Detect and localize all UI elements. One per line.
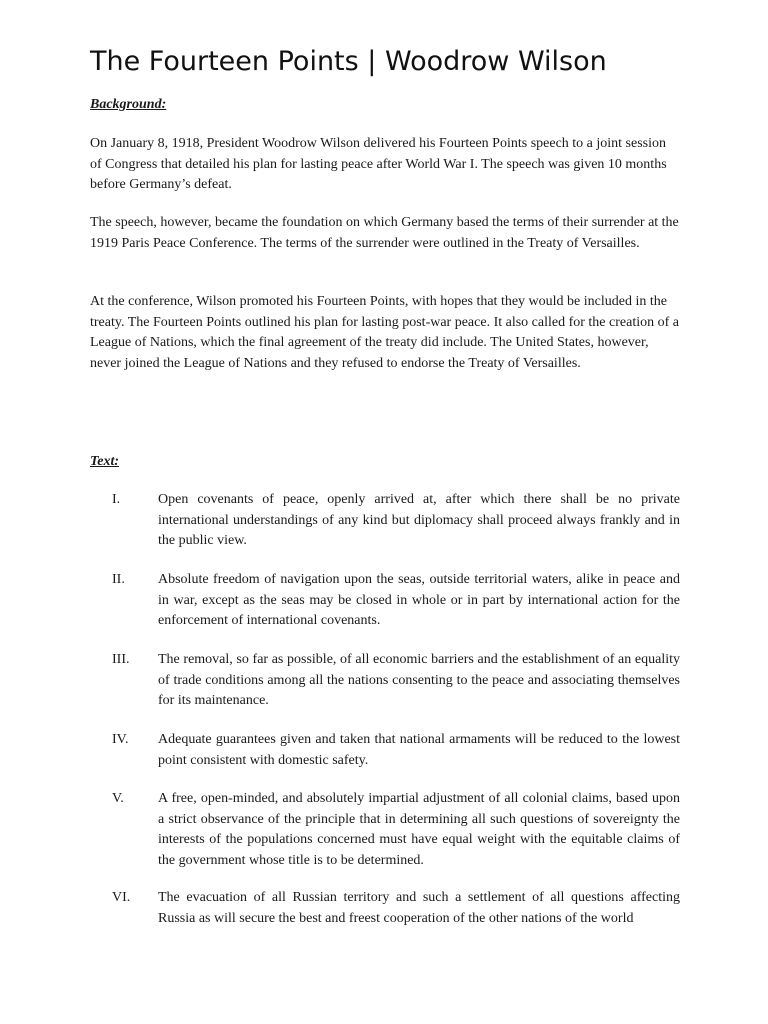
text-heading: Text: — [90, 454, 120, 469]
point-text: Absolute freedom of navigation upon the seas, outside territorial waters, alike in peace and in war, except as the seas may be closed in whole or in part by international action for the enforcement of international covenants. — [158, 572, 680, 628]
background-paragraph: On January 8, 1918, President Woodrow Wilson delivered his Fourteen Points speech to a joint session of Congress that detailed his plan for lasting peace after World War I. The speech was given 10 months before Germany’s defeat. — [90, 136, 667, 192]
point-text: Open covenants of peace, openly arrived at, after which there shall be no private international understandings of any kind but diplomacy shall proceed always frankly and in the public view. — [158, 492, 680, 548]
point-numeral: III. — [112, 652, 130, 667]
background-paragraph: At the conference, Wilson promoted his Fourteen Points, with hopes that they would be included in the treaty. The Fourteen Points outlined his plan for lasting post-war peace. It also called for the creation of a League of Nations, which the final agreement of the treaty did include. The United States, however, never joined the League of Nations and they refused to endorse the Treaty of Versailles. — [90, 294, 679, 371]
background-heading: Background: — [90, 97, 167, 112]
point-text: The evacuation of all Russian territory and such a settlement of all questions affecting Russia as will secure the best and freest cooperation of the other nations of the world — [158, 890, 680, 926]
point-text: The removal, so far as possible, of all economic barriers and the establishment of an equality of trade conditions among all the nations consenting to the peace and associating themselves for its maintenance. — [158, 652, 680, 708]
point-numeral: II. — [112, 572, 125, 587]
point-item — [90, 650, 680, 712]
point-numeral: V. — [112, 791, 124, 806]
background-paragraph: The speech, however, became the foundation on which Germany based the terms of their surrender at the 1919 Paris Peace Conference. The terms of the surrender were outlined in the Treaty of Versailles. — [90, 215, 679, 251]
point-numeral: IV. — [112, 732, 129, 747]
point-item — [90, 888, 680, 929]
point-text: A free, open-minded, and absolutely impartial adjustment of all colonial claims, based upon a strict observance of the principle that in determining all such questions of sovereignty the interests of the populations concerned must have equal weight with the equitable claims of the government whose title is to be determined. — [158, 791, 680, 868]
point-numeral: VI. — [112, 890, 131, 905]
point-item — [90, 789, 680, 871]
document-title: The Fourteen Points | Woodrow Wilson — [90, 46, 607, 77]
point-item — [90, 570, 680, 632]
point-text: Adequate guarantees given and taken that national armaments will be reduced to the lowest point consistent with domestic safety. — [158, 732, 680, 768]
point-item — [90, 730, 680, 771]
point-numeral: I. — [112, 492, 121, 507]
point-item — [90, 490, 680, 552]
